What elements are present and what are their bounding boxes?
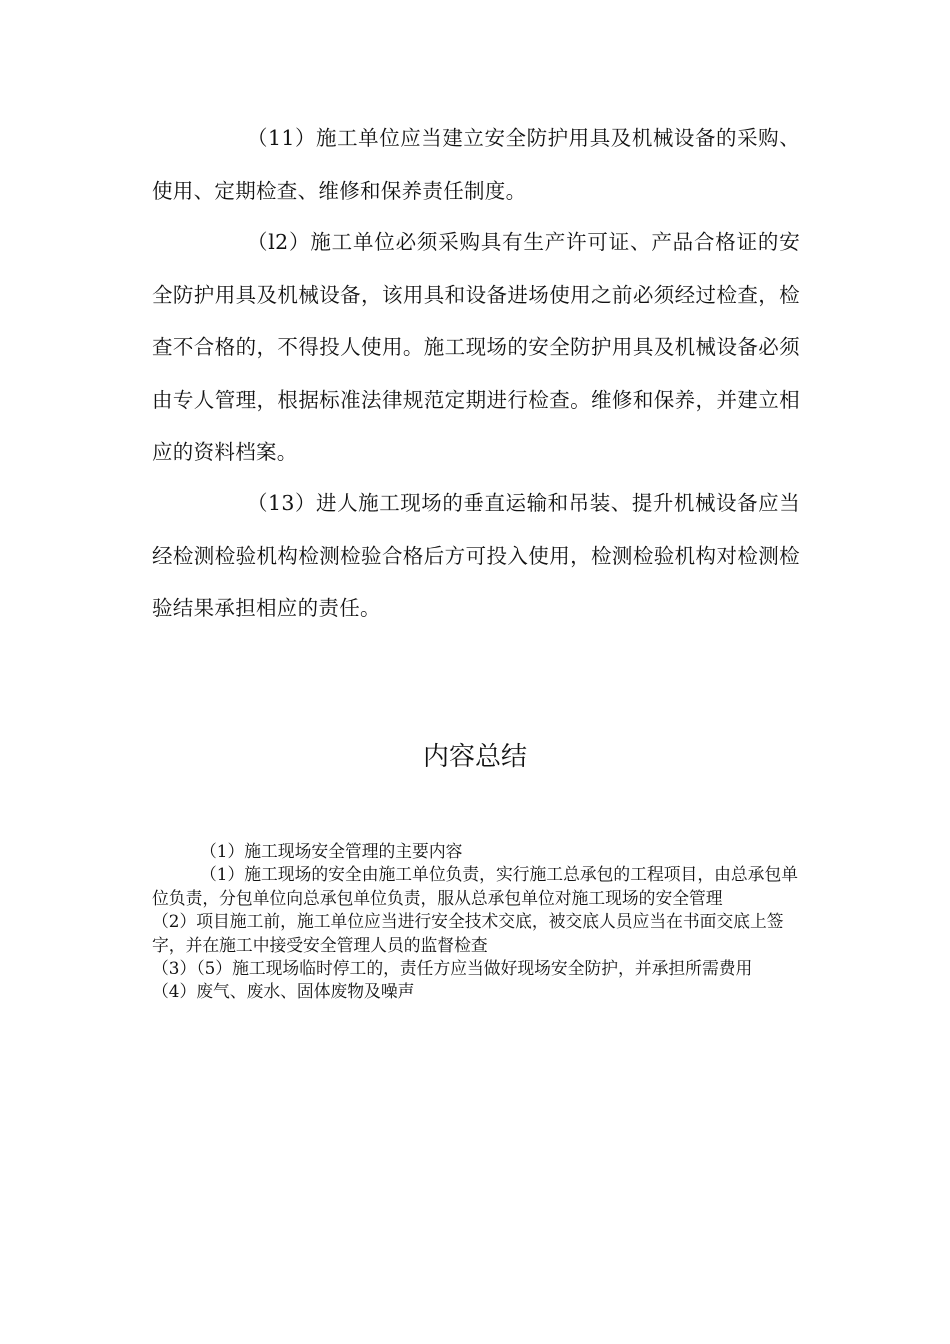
summary-line-1: （1）施工现场安全管理的主要内容 bbox=[200, 841, 463, 861]
summary-line-4: （3）（5）施工现场临时停工的，责任方应当做好现场安全防护，并承担所需费用 bbox=[152, 958, 753, 979]
summary-line-2: （1）施工现场的安全由施工单位负责，实行施工总承包的工程项目，由总承包单位负责，分包单位向总承包单位负责，服从总承包单位对施工现场的安全管理 bbox=[152, 864, 799, 908]
paragraph-11: （11）施工单位应当建立安全防护用具及机械设备的采购、使用、定期检查、维修和保养责任制度。 bbox=[152, 126, 800, 203]
summary-title: 内容总结 bbox=[422, 742, 527, 772]
paragraph-13: （13）进人施工现场的垂直运输和吊装、提升机械设备应当经检测检验机构检测检验合格后方可投入使用，检测检验机构对检测检验结果承担相应的责任。 bbox=[152, 491, 800, 621]
summary-line-3: （2）项目施工前，施工单位应当进行安全技术交底，被交底人员应当在书面交底上签字，并在施工中接受安全管理人员的监督检查 bbox=[152, 911, 784, 955]
summary-line-5: （4）废气、废水、固体废物及噪声 bbox=[152, 981, 415, 1002]
paragraph-12: （l2）施工单位必须采购具有生产许可证、产品合格证的安全防护用具及机械设备，该用具和设备进场使用之前必须经过检查，检查不合格的，不得投人使用。施工现场的安全防护用具及机械设备必须由专人管理，根据标准法律规范定期进行检查。维修和保养，并建立相应的资料档案。 bbox=[152, 230, 800, 465]
summary-section bbox=[152, 840, 802, 1004]
